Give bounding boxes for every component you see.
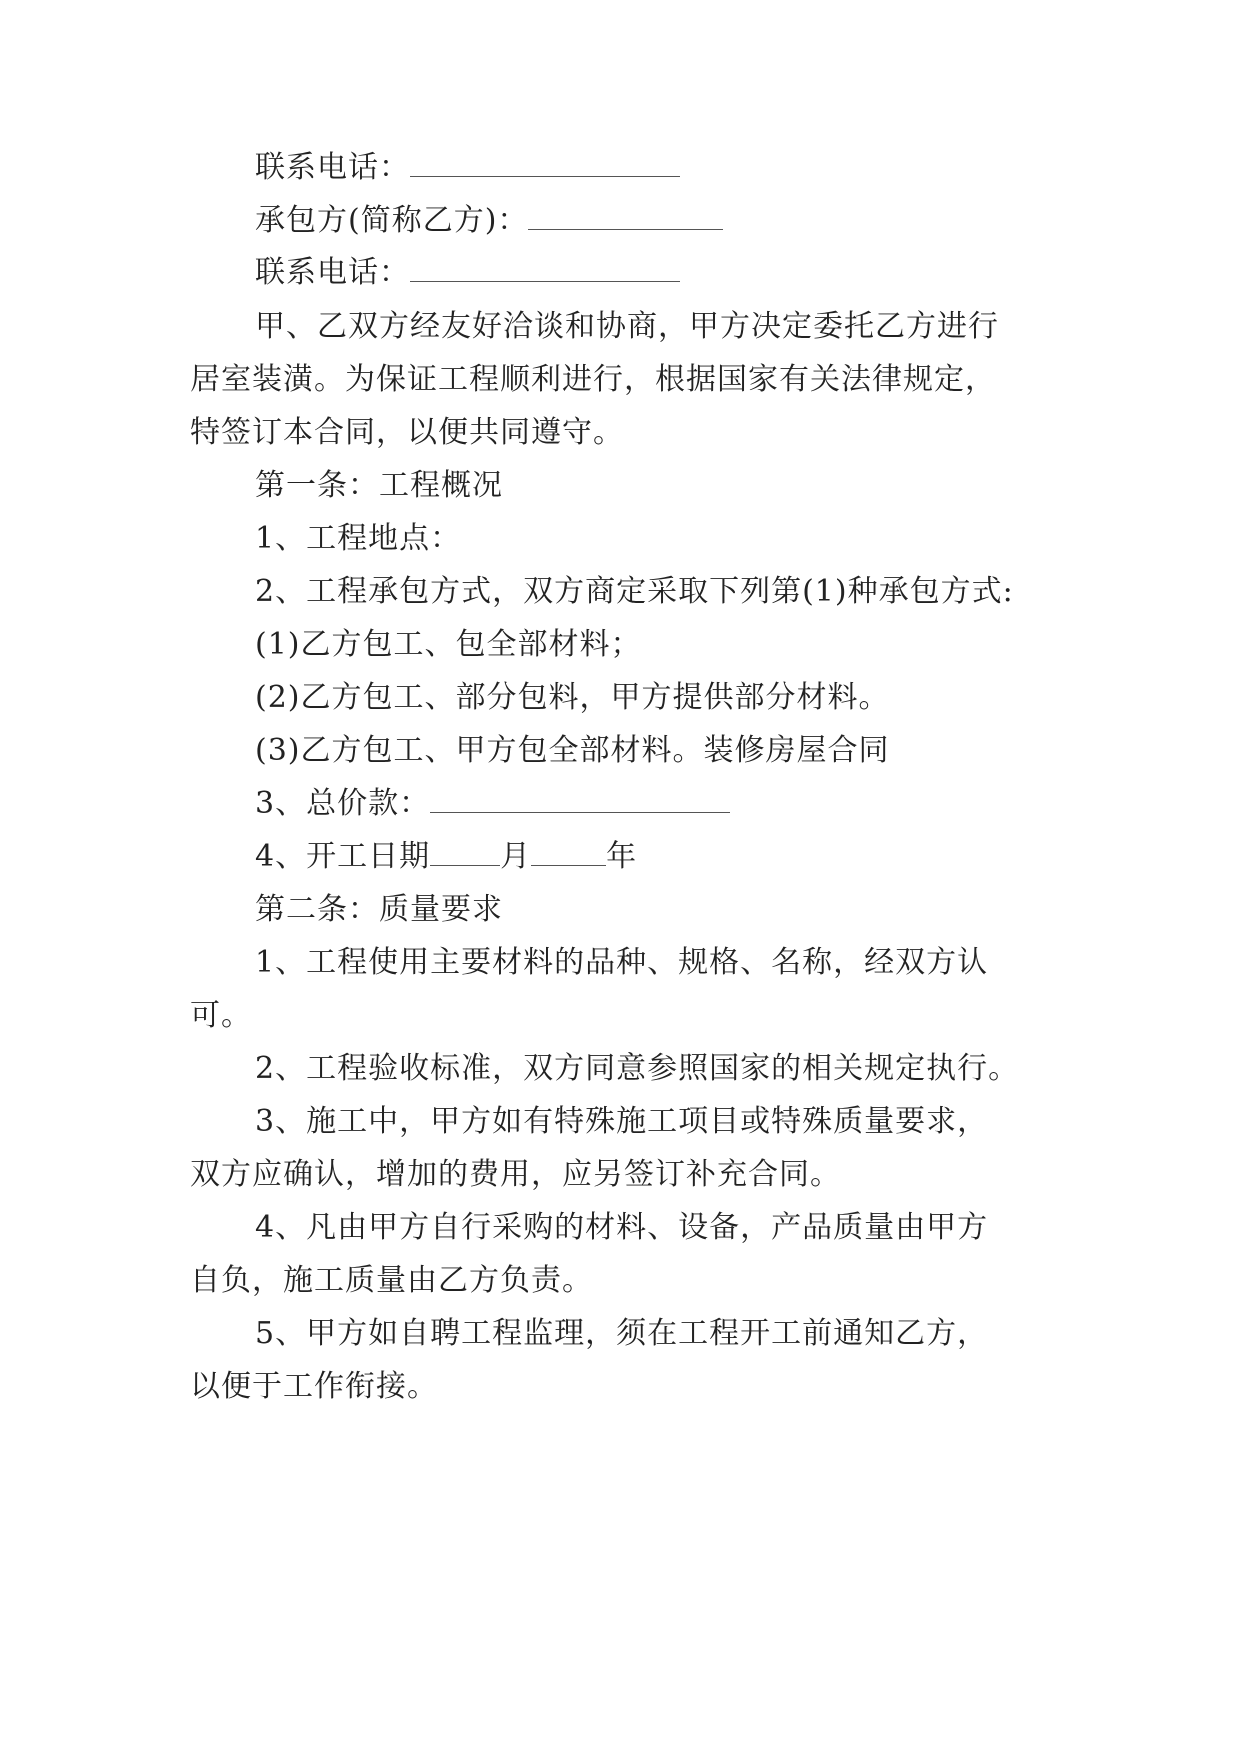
contractor-blank: [528, 203, 723, 230]
article1-heading: 第一条：工程概况: [255, 468, 503, 503]
intro-line-3: 特签订本合同，以便共同遵守。: [190, 415, 624, 450]
article2-item5-line2: 以便于工作衔接。: [190, 1369, 438, 1404]
intro-line-2: 居室装潢。为保证工程顺利进行，根据国家有关法律规定，: [190, 362, 996, 397]
contact-phone-label-1: 联系电话：: [255, 150, 410, 185]
contractor-label: 承包方(简称乙方)：: [255, 203, 529, 238]
article1-option1: (1)乙方包工、包全部材料；: [255, 627, 642, 662]
article2-item1-line2: 可。: [190, 998, 252, 1033]
article1-item1: 1、工程地点：: [255, 521, 462, 556]
article2-heading: 第二条：质量要求: [255, 892, 503, 927]
article2-item2: 2、工程验收标准，双方同意参照国家的相关规定执行。: [255, 1051, 1020, 1086]
contact-phone-line-2: [255, 253, 680, 293]
start-date-year-label: 年: [606, 839, 638, 874]
contact-phone-blank-1: [410, 150, 680, 177]
contractor-line: [255, 201, 723, 241]
contact-phone-blank-2: [410, 255, 680, 282]
article2-item3-line1: 3、施工中，甲方如有特殊施工项目或特殊质量要求，: [255, 1104, 989, 1139]
total-price-label: 3、总价款：: [255, 786, 431, 821]
start-date-year-blank: [531, 839, 606, 866]
article1-item2: 2、工程承包方式，双方商定采取下列第(1)种承包方式:: [255, 574, 1014, 609]
start-date-label: 4、开工日期: [255, 839, 431, 874]
total-price-blank: [430, 786, 730, 813]
intro-line-1: 甲、乙双方经友好洽谈和协商，甲方决定委托乙方进行: [255, 309, 999, 344]
contact-phone-line-1: [255, 148, 680, 188]
article1-item3: [255, 784, 730, 824]
article1-option3: (3)乙方包工、甲方包全部材料。装修房屋合同: [255, 733, 890, 768]
article1-item4: [255, 837, 637, 877]
article1-option2: (2)乙方包工、部分包料，甲方提供部分材料。: [255, 680, 890, 715]
article2-item4-line2: 自负，施工质量由乙方负责。: [190, 1263, 593, 1298]
contact-phone-label-2: 联系电话：: [255, 255, 410, 290]
start-date-month-label: 月: [500, 839, 532, 874]
start-date-month-blank: [430, 839, 500, 866]
article2-item4-line1: 4、凡由甲方自行采购的材料、设备，产品质量由甲方: [255, 1210, 989, 1245]
article2-item1-line1: 1、工程使用主要材料的品种、规格、名称，经双方认: [255, 945, 989, 980]
article2-item3-line2: 双方应确认，增加的费用，应另签订补充合同。: [190, 1157, 841, 1192]
article2-item5-line1: 5、甲方如自聘工程监理，须在工程开工前通知乙方，: [255, 1316, 989, 1351]
